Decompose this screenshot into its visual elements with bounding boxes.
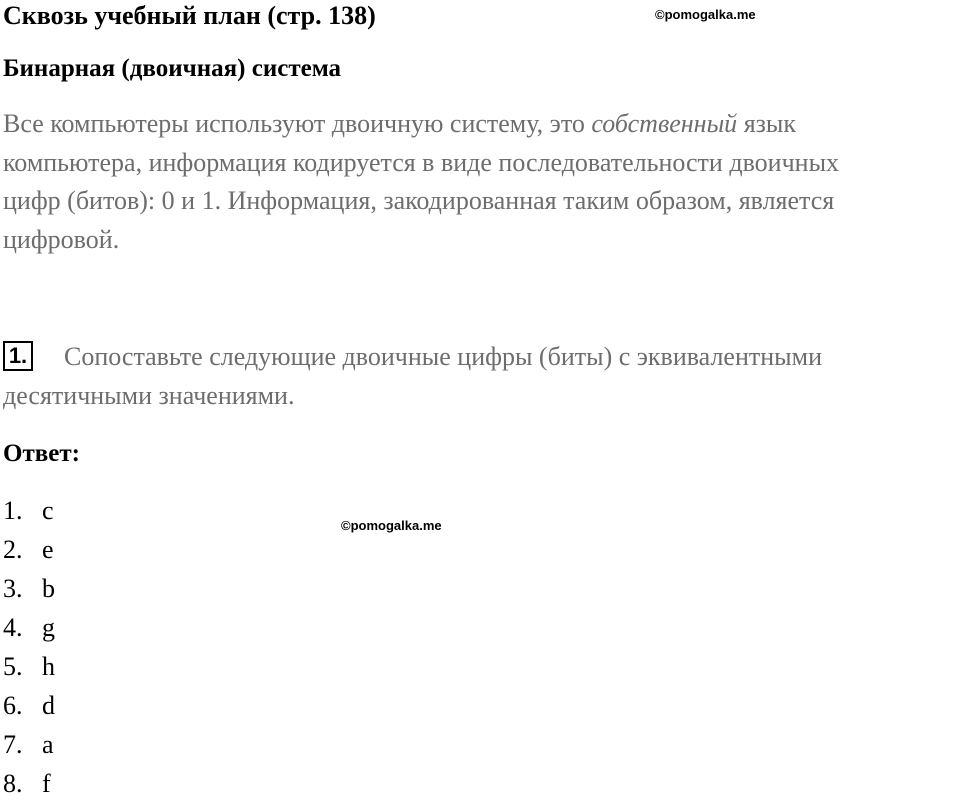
answer-value: e <box>42 535 54 564</box>
answer-item <box>3 725 55 764</box>
task-text <box>3 338 960 415</box>
answer-number: 6. <box>3 691 23 720</box>
answer-item <box>3 530 55 569</box>
page-title: Сквозь учебный план (стр. 138) <box>3 1 376 30</box>
answer-item <box>3 608 55 647</box>
task-line-2: десятичными значениями. <box>3 380 295 410</box>
answer-number: 7. <box>3 730 23 759</box>
answer-item <box>3 647 55 686</box>
answer-value: d <box>42 691 55 720</box>
intro-line-3: цифр (битов): 0 и 1. Информация, закодированная таким образом, является <box>3 186 835 215</box>
answer-list <box>3 491 55 803</box>
answer-value: h <box>42 652 55 681</box>
intro-line-1-start: Все компьютеры используют двоичную систему, это <box>3 109 592 138</box>
answer-value: b <box>42 574 55 603</box>
answer-number: 1. <box>3 496 23 525</box>
answer-value: f <box>42 769 51 798</box>
intro-paragraph <box>3 105 960 259</box>
task-line-1: Сопоставьте следующие двоичные цифры (биты) с эквивалентными <box>64 342 822 371</box>
intro-line-2: компьютера, информация кодируется в виде последовательности двоичных <box>3 147 840 177</box>
intro-line-1 <box>3 105 960 144</box>
answer-value: c <box>42 496 54 525</box>
intro-line-1-end: язык <box>737 109 797 138</box>
answer-item <box>3 569 55 608</box>
watermark-top: ©pomogalka.me <box>655 7 756 22</box>
answer-item <box>3 491 55 530</box>
answer-number: 5. <box>3 652 23 681</box>
answer-number: 4. <box>3 613 23 642</box>
answer-number: 3. <box>3 574 23 603</box>
watermark-middle: ©pomogalka.me <box>341 518 442 533</box>
answer-value: a <box>42 730 54 759</box>
task-number-badge: 1. <box>3 341 33 371</box>
answer-value: g <box>42 613 55 642</box>
answer-number: 2. <box>3 535 23 564</box>
answer-label: Ответ: <box>3 440 80 467</box>
answer-number: 8. <box>3 769 23 798</box>
answer-item <box>3 686 55 725</box>
answer-item <box>3 764 55 803</box>
section-heading: Бинарная (двоичная) система <box>3 55 342 82</box>
intro-italic-word: собственный <box>591 109 738 138</box>
intro-line-4: цифровой. <box>3 224 120 254</box>
